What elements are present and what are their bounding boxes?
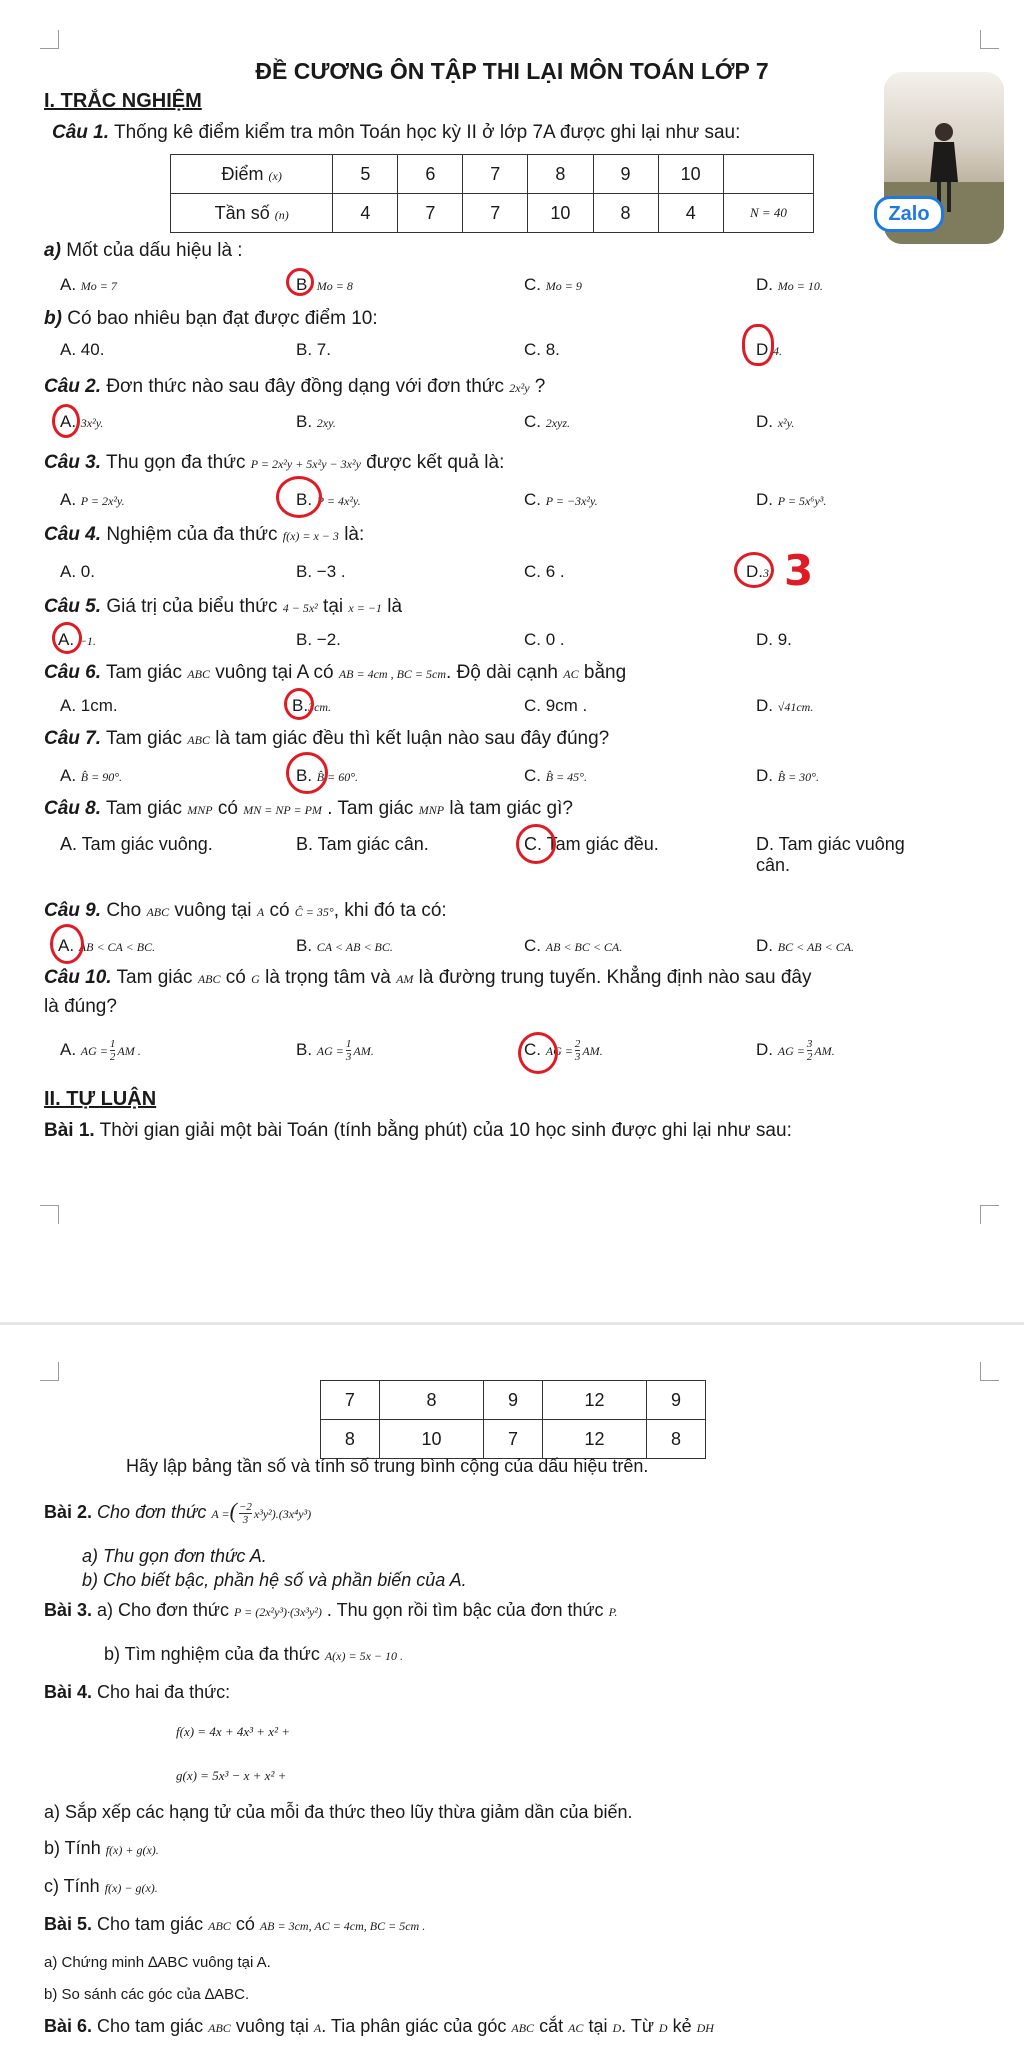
question-label: Câu 1. [52,122,110,143]
answer-mark [284,688,314,720]
exercise-label: Bài 5. [44,1914,93,1934]
option-d: D. x²y. [756,412,795,431]
question-9: Câu 9. Cho ABC vuông tại A có Ĉ = 35°, khi đó ta có: [44,900,447,921]
table-cell: 9 [484,1381,543,1420]
table-cell: 10 [379,1420,483,1459]
question-1a [44,240,243,262]
table-cell: 7 [484,1420,543,1459]
option-b: B. P = 4x²y. [296,490,361,509]
page-title: ĐỀ CƯƠNG ÔN TẬP THI LẠI MÔN TOÁN LỚP 7 [255,58,769,84]
question-2: Câu 2. Đơn thức nào sau đây đồng dạng với đơn thức 2x²y ? [44,376,546,397]
exercise-5: Bài 5. Cho tam giác ABC có AB = 3cm, AC = 4cm, BC = 5cm . [44,1914,426,1934]
question-label: Câu 9. [44,900,102,921]
exercise-4a: a) Sắp xếp các hạng tử của mỗi đa thức theo lũy thừa giảm dần của biến. [44,1802,633,1822]
option-c: C. AG = $\frac{2}{3}$ AM. [524,1038,603,1063]
option-b: B. Mo = 8 [296,275,353,294]
option-b: B. −3 . [296,562,346,581]
option-a: A. 1cm. [60,696,118,715]
option-a: A. Mo = 7 [60,275,117,294]
option-d: D. B̂ = 30°. [756,766,819,785]
time-table [320,1380,706,1459]
option-d: D. AG = $\frac{3}{2}$ AM. [756,1038,835,1063]
question-label: Câu 5. [44,596,102,617]
option-d: D. Mo = 10. [756,275,823,294]
question-text: Có bao nhiêu bạn đạt được điểm 10: [67,308,378,329]
question-label: a) [44,240,61,261]
answer-mark [286,752,328,794]
option-b: B. CA < AB < BC. [296,936,393,955]
question-label: Câu 8. [44,798,102,819]
polynomial-f: f(x) = 4x + 4x³ + x² + [176,1724,290,1739]
option-b: B.3cm. [292,696,332,715]
question-label: Câu 3. [44,452,102,473]
corner-mark [40,30,59,49]
exercise-2b: b) Cho biết bậc, phần hệ số và phần biến của A. [82,1570,467,1590]
option-a: A. Tam giác vuông. [60,834,213,854]
option-a: A. 3x²y. [60,412,104,431]
exercise-label: Bài 6. [44,2016,93,2036]
option-b: B. Tam giác cân. [296,834,429,854]
question-10: Câu 10. Tam giác ABC có G là trọng tâm và AM là đường trung tuyến. Khẳng định nào sau đây là đúng? [44,967,812,1017]
question-label: b) [44,308,62,329]
question-text: Giá trị của biểu thức [106,596,278,617]
option-d: D. Tam giác vuông cân. [756,834,905,875]
question-3: Câu 3. Thu gọn đa thức P = 2x²y + 5x²y − 3x²y được kết quả là: [44,452,505,473]
answer-mark [516,824,556,864]
exercise-2a: a) Thu gọn đơn thức A. [82,1546,267,1566]
question-8: Câu 8. Tam giác MNP có MN = NP = PM . Tam giác MNP là tam giác gì? [44,798,573,819]
question-text: Thống kê điểm kiểm tra môn Toán học kỳ II ở lớp 7A được ghi lại như sau: [113,122,741,143]
table-cell: 6 [398,155,463,194]
table-cell: 5 [333,155,398,194]
table-cell: 4 [658,194,723,233]
exercise-1 [44,1120,792,1142]
table-cell: 7 [463,155,528,194]
option-c: C. AB < BC < CA. [524,936,623,955]
answer-mark [286,268,314,296]
option-c: C. 2xyz. [524,412,571,431]
table-cell: 10 [528,194,593,233]
score-table [170,154,814,233]
answer-mark [52,622,82,654]
exercise-text: Thời gian giải một bài Toán (tính bằng phút) của 10 học sinh được ghi lại như sau: [99,1120,792,1141]
question-text: Đơn thức nào sau đây đồng dạng với đơn thức [106,376,504,397]
question-label: Câu 4. [44,524,102,545]
table-cell: 9 [593,155,658,194]
section-heading: II. TỰ LUẬN [44,1088,157,1110]
exercise-label: Bài 2. [44,1502,93,1522]
question-label: Câu 7. [44,728,102,749]
option-a: A. P = 2x²y. [60,490,125,509]
option-d: D. BC < AB < CA. [756,936,855,955]
answer-mark [52,404,80,438]
option-c: C. P = −3x²y. [524,490,598,509]
corner-mark [40,1362,59,1381]
table-cell: 8 [379,1381,483,1420]
table-cell: 8 [321,1420,380,1459]
question-4: Câu 4. Nghiệm của đa thức f(x) = x − 3 là: [44,524,365,545]
table-cell: 7 [398,194,463,233]
option-a: A. B̂ = 90°. [60,766,123,785]
answer-mark [734,552,774,588]
option-d: D. 9. [756,630,792,649]
question-1b [44,308,378,330]
page-break [0,1322,1024,1325]
option-d: D. √41cm. [756,696,814,715]
question-label: Câu 6. [44,662,102,683]
table-header: Tần số (n) [171,194,333,233]
question-text: Thu gọn đa thức [105,452,246,473]
option-c: C. 8. [524,340,560,359]
table-cell: 4 [333,194,398,233]
question-7: Câu 7. Tam giác ABC là tam giác đều thì kết luận nào sau đây đúng? [44,728,610,749]
table-cell: 12 [542,1420,646,1459]
question-label: Câu 2. [44,376,102,397]
table-cell: 8 [593,194,658,233]
answer-mark [50,924,84,964]
question-label: Câu 10. [44,967,112,988]
table-cell: 7 [321,1381,380,1420]
corner-mark [980,1205,999,1224]
exercise-3b: b) Tìm nghiệm của đa thức A(x) = 5x − 10 . [104,1644,404,1664]
question-1 [52,122,740,144]
answer-mark [742,324,774,366]
table-cell: 10 [658,155,723,194]
question-5: Câu 5. Giá trị của biểu thức 4 − 5x² tại x = −1 là [44,596,403,617]
option-c: C. 9cm . [524,696,588,715]
option-d: D.4. [756,340,782,359]
question-text: Mốt của dấu hiệu là : [66,240,243,261]
question-text: Nghiệm của đa thức [106,524,278,545]
option-a: A. AB < CA < BC. [58,936,156,955]
option-b: B. AG = $\frac{1}{3}$ AM. [296,1038,374,1063]
exercise-5a: a) Chứng minh ∆ABC vuông tại A. [44,1954,271,1971]
option-b: B. B̂ = 60°. [296,766,359,785]
table-cell [723,155,813,194]
exercise-5b: b) So sánh các góc của ∆ABC. [44,1986,250,2003]
table-cell: N = 40 [723,194,813,233]
corner-mark [40,1205,59,1224]
exercise-2: Bài 2. Cho đơn thức A =( $\frac{-2}{3}$ x³y²).(3x⁴y³) [44,1498,312,1526]
option-b: B. 7. [296,340,331,359]
exercise-1-task: Hãy lập bảng tần số và tính số trung bình cộng của dấu hiệu trên. [126,1456,649,1476]
corner-mark [980,1362,999,1381]
answer-mark [276,476,322,518]
option-b: B. −2. [296,630,341,649]
option-c: C. 0 . [524,630,565,649]
exercise-label: Bài 4. [44,1682,93,1702]
option-b: B. 2xy. [296,412,336,431]
exercise-label: Bài 3. [44,1600,93,1620]
exercise-4: Bài 4. Cho hai đa thức: [44,1682,231,1702]
option-a: A. AG = $\frac{1}{2}$ AM . [60,1038,141,1063]
option-c: C. Tam giác đều. [524,834,659,854]
section-heading: I. TRẮC NGHIỆM [44,90,202,112]
exercise-4b: b) Tính f(x) + g(x). [44,1838,159,1858]
zalo-badge[interactable]: Zalo [874,196,944,232]
corner-mark [980,30,999,49]
option-a: A. 40. [60,340,105,359]
polynomial-g: g(x) = 5x³ − x + x² + [176,1768,287,1783]
table-cell: 9 [647,1381,706,1420]
option-a: A. −1. [58,630,96,649]
option-c: C. B̂ = 45°. [524,766,587,785]
table-cell: 12 [542,1381,646,1420]
exercise-3: Bài 3. a) Cho đơn thức P = (2x²y³)·(3x³y²) . Thu gọn rồi tìm bậc của đơn thức P. [44,1600,618,1620]
option-c: C. Mo = 9 [524,275,582,294]
option-d: D.3. [746,562,772,581]
exercise-label: Bài 1. [44,1120,95,1141]
exercise-6: Bài 6. Cho tam giác ABC vuông tại A. Tia phân giác của góc ABC cắt AC tại D. Từ D kẻ DH [44,2016,714,2036]
option-a: A. 0. [60,562,95,581]
answer-mark [518,1032,558,1074]
handwritten-annotation: 3 [784,546,814,595]
option-c: C. 6 . [524,562,565,581]
table-cell: 8 [647,1420,706,1459]
table-cell: 8 [528,155,593,194]
exercise-4c: c) Tính f(x) − g(x). [44,1876,158,1896]
option-d: D. P = 5x⁶y³. [756,490,827,509]
table-cell: 7 [463,194,528,233]
table-header: Điểm (x) [171,155,333,194]
question-6: Câu 6. Tam giác ABC vuông tại A có AB = 4cm , BC = 5cm. Độ dài cạnh AC bằng [44,662,627,683]
